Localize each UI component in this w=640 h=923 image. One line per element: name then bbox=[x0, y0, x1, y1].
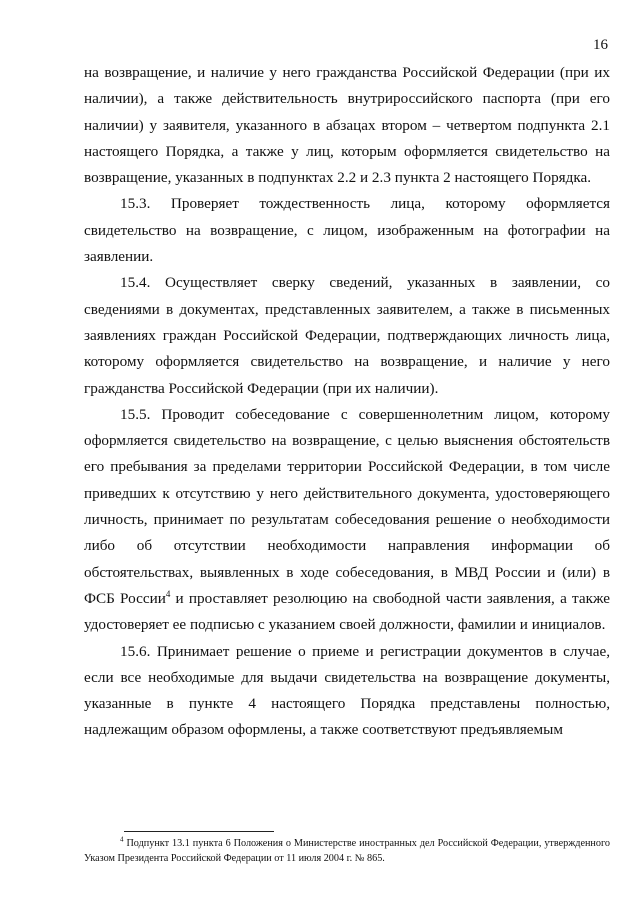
paragraph-15-3: 15.3. Проверяет тождественность лица, которому оформляется свидетельство на возвращение, с лицом, изображенным на фотографии на заявлении. bbox=[84, 195, 610, 266]
footnote-number: 4 bbox=[120, 835, 124, 844]
paragraph-continuation: на возвращение, и наличие у него гражданства Российской Федерации (при их наличии), а также действительность внутрироссийского паспорта (при его наличии) у заявителя, указанного в абзацах втором – четвертом подпункта 2.1 настоящего Порядка, а также у лиц, которым оформляется свидетельство на возвращение, указанных в подпунктах 2.2 и 2.3 пункта 2 настоящего Порядка. bbox=[84, 64, 610, 187]
page-number: 16 bbox=[593, 37, 608, 53]
paragraph-15-5-text-b: и проставляет резолюцию на свободной части заявления, а также удостоверяет ее подписью с указанием своей должности, фамилии и инициалов. bbox=[84, 589, 610, 634]
paragraph-15-5-text-a: 15.5. Проводит собеседование с совершеннолетним лицом, которому оформляется свидетельство на возвращение, с целью выяснения обстоятельств его пребывания за пределами территории Российской Федерации, в том числе приведших к отсутствию у него действительного документа, удостоверяющего личность, принимает по результатам собеседования решение о необходимости либо об отсутствии необходимости направления информации об обстоятельствах, выявленных в ходе собеседования, в МВД России и (или) в ФСБ России bbox=[84, 405, 610, 607]
paragraph-15-4: 15.4. Осуществляет сверку сведений, указанных в заявлении, со сведениями в документах, представленных заявителем, а также в письменных заявлениях граждан Российской Федерации, подтверждающих личность лица, которому оформляется свидетельство на возвращение, и наличие у него гражданства Российской Федерации (при их наличии). bbox=[84, 274, 610, 397]
footnote-text: Подпункт 13.1 пункта 6 Положения о Министерстве иностранных дел Российской Федерации, утвержденного Указом Президента Российской Федерации от 11 июля 2004 г. № 865. bbox=[84, 838, 610, 864]
paragraph-15-6: 15.6. Принимает решение о приеме и регистрации документов в случае, если все необходимые для выдачи свидетельства на возвращение документы, указанные в пункте 4 настоящего Порядка представлены полностью, надлежащим образом оформлены, а также соответствуют предъявляемым bbox=[84, 642, 610, 739]
footnote-reference: 4 bbox=[165, 588, 171, 599]
paragraph-15-5 bbox=[84, 402, 610, 639]
footnote bbox=[84, 836, 610, 866]
footnote-divider bbox=[124, 831, 274, 832]
document-body bbox=[84, 60, 610, 744]
